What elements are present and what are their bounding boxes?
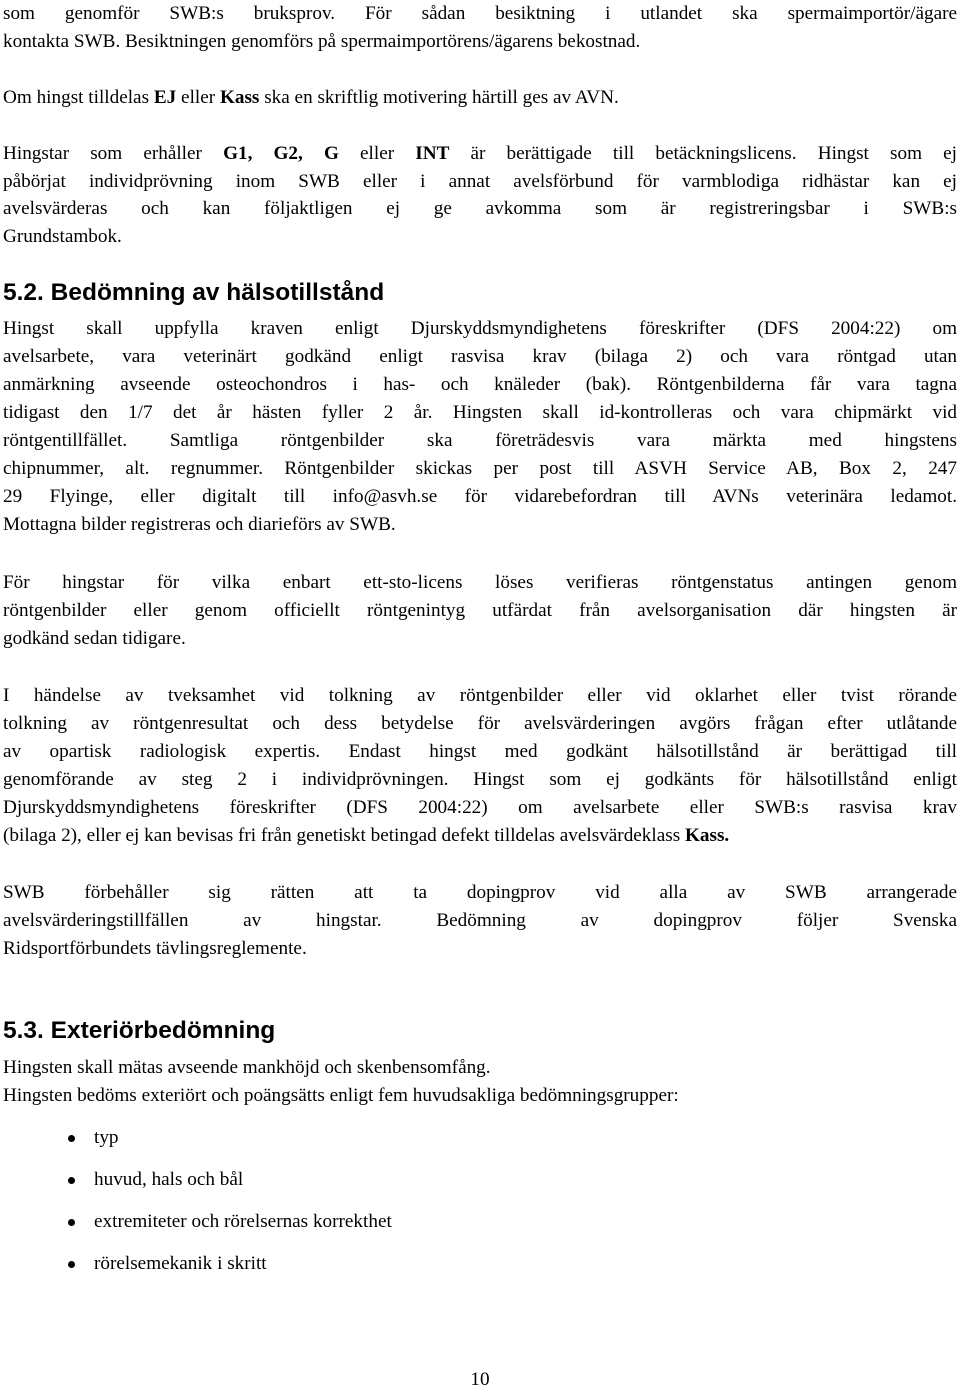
bold-term: Kass bbox=[219, 87, 260, 108]
text-line: avelsvärderas och kan följaktligen ej ge avkomma som är registreringsbar i SWB:s bbox=[3, 198, 957, 220]
section-heading-5-3: 5.3. Exteriörbedömning bbox=[3, 1017, 276, 1044]
bullet-icon bbox=[68, 1177, 75, 1184]
bold-term: INT bbox=[415, 143, 450, 164]
text-line: röntgenbilder eller genom officiellt röntgenintyg utfärdat från avelsorganisation där hingsten är bbox=[3, 600, 957, 621]
text-line: Hingst skall uppfylla kraven enligt Djurskyddsmyndighetens föreskrifter (DFS 2004:22) om bbox=[3, 318, 957, 339]
text-line: Djurskyddsmyndighetens föreskrifter (DFS 2004:22) om avelsarbete eller SWB:s rasvisa krav bbox=[3, 797, 957, 818]
bold-term: EJ bbox=[153, 87, 177, 108]
text-line: I händelse av tveksamhet vid tolkning av röntgenbilder eller vid oklarhet eller tvist rörande bbox=[3, 685, 957, 706]
text-run: eller bbox=[176, 87, 220, 108]
text-line: tidigast den 1/7 det år hästen fyller 2 år. Hingsten skall id-kontrolleras och vara chipmärkt vid bbox=[3, 402, 957, 423]
text-line: För hingstar för vilka enbart ett-sto-licens löses verifieras röntgenstatus antingen genom bbox=[3, 572, 957, 593]
text-line bbox=[3, 140, 957, 168]
paragraph-betackningslicens bbox=[3, 140, 957, 250]
text-line: avelsarbete, vara veterinärt godkänd enligt rasvisa krav (bilaga 2) och vara röntgad utan bbox=[3, 346, 957, 367]
list-item-text: rörelsemekanik i skritt bbox=[94, 1253, 267, 1274]
text-line: Mottagna bilder registreras och diarieförs av SWB. bbox=[3, 514, 396, 535]
list-item-text: extremiteter och rörelsernas korrekthet bbox=[94, 1211, 392, 1232]
text-run: Om hingst tilldelas bbox=[3, 87, 154, 108]
text-line: godkänd sedan tidigare. bbox=[3, 628, 186, 649]
text-run: (bilaga 2), eller ej kan bevisas fri från genetiskt betingad defekt tilldelas avelsvärdeklass bbox=[3, 825, 685, 846]
page-number: 10 bbox=[470, 1369, 490, 1390]
text-line: chipnummer, alt. regnummer. Röntgenbilder skickas per post till ASVH Service AB, Box 2, 247 bbox=[3, 458, 957, 479]
bold-term: G1, G2, G bbox=[223, 143, 339, 164]
text-line: Hingsten skall mätas avseende mankhöjd och skenbensomfång. bbox=[3, 1057, 491, 1078]
text-run: Hingstar som erhåller bbox=[3, 143, 224, 164]
paragraph-exteriorbedomning bbox=[3, 1054, 957, 1110]
text-line: Grundstambok. bbox=[3, 225, 122, 247]
bullet-icon bbox=[68, 1261, 75, 1268]
text-line: anmärkning avseende osteochondros i has- och knäleder (bak). Röntgenbilderna får vara tagna bbox=[3, 374, 957, 395]
section-heading-5-2: 5.2. Bedömning av hälsotillstånd bbox=[3, 279, 385, 306]
bullet-icon bbox=[68, 1135, 75, 1142]
paragraph-ett-sto-licens bbox=[3, 569, 957, 653]
text-line: avelsvärderingstillfällen av hingstar. Bedömning av dopingprov följer Svenska bbox=[3, 910, 957, 931]
bullet-icon bbox=[68, 1219, 75, 1226]
list-item-text: typ bbox=[94, 1127, 119, 1148]
text-line: 29 Flyinge, eller digitalt till info@asvh.se för vidarebefordran till AVNs veterinära ledamot. bbox=[3, 486, 957, 507]
text-line: SWB förbehåller sig rätten att ta dopingprov vid alla av SWB arrangerade bbox=[3, 882, 957, 903]
text-line: som genomför SWB:s bruksprov. För sådan besiktning i utlandet ska spermaimportör/ägare bbox=[3, 3, 957, 24]
text-line: röntgentillfället. Samtliga röntgenbilder ska företrädesvis vara märkta med hingstens bbox=[3, 430, 957, 451]
paragraph-dopingprov bbox=[3, 879, 957, 963]
text-line bbox=[3, 84, 957, 112]
text-line: tolkning av röntgenresultat och dess betydelse för avelsvärderingen avgörs frågan efter utlåtande bbox=[3, 713, 957, 734]
text-line: kontakta SWB. Besiktningen genomförs på spermaimportörens/ägarens bekostnad. bbox=[3, 30, 641, 52]
paragraph-spermaimport bbox=[3, 0, 957, 55]
paragraph-tveksamhet bbox=[3, 682, 957, 850]
list-item-text: huvud, hals och bål bbox=[94, 1169, 244, 1190]
text-run: ska en skriftlig motivering härtill ges av AVN. bbox=[259, 87, 619, 108]
paragraph-ej-kass bbox=[3, 84, 957, 112]
bold-term: Kass. bbox=[684, 825, 730, 846]
text-line: av opartisk radiologisk expertis. Endast hingst med godkänt hälsotillstånd är berättigad till bbox=[3, 741, 957, 762]
text-run: eller bbox=[338, 143, 416, 164]
text-line: Hingsten bedöms exteriört och poängsätts enligt fem huvudsakliga bedömningsgrupper: bbox=[3, 1085, 679, 1106]
text-run: är berättigade till betäckningslicens. Hingst som ej bbox=[449, 143, 957, 164]
text-line: genomförande av steg 2 i individprövningen. Hingst som ej godkänts för hälsotillstånd enligt bbox=[3, 769, 957, 790]
text-line: påbörjat individprövning inom SWB eller i annat avelsförbund för varmblodiga ridhästar kan ej bbox=[3, 170, 957, 192]
text-line bbox=[3, 822, 957, 850]
text-line: Ridsportförbundets tävlingsreglemente. bbox=[3, 938, 307, 959]
paragraph-halsotillstand-krav bbox=[3, 315, 957, 539]
